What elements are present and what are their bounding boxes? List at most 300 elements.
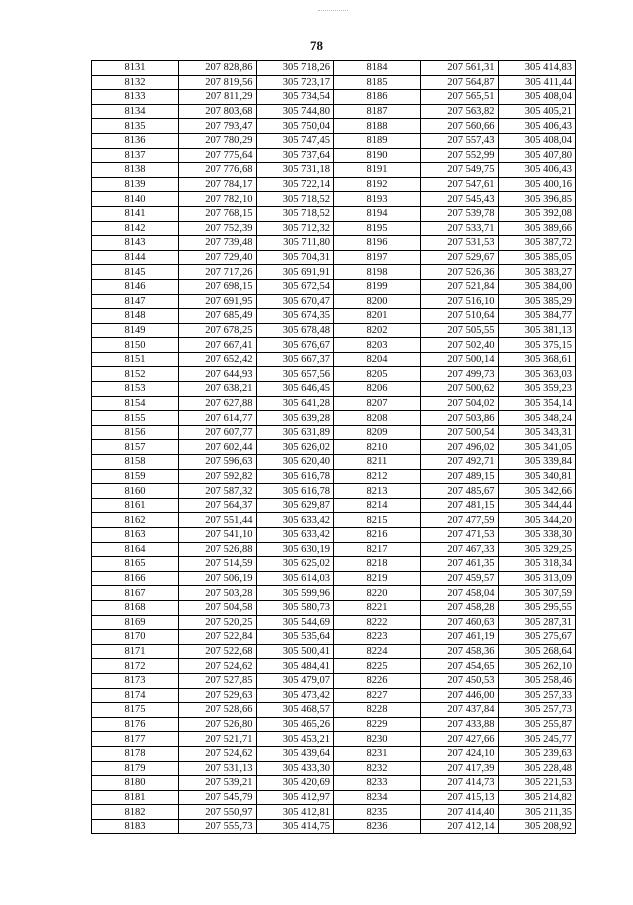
y-coordinate-cell: 305 287,31: [498, 615, 576, 630]
point-number-cell: 8181: [92, 790, 179, 805]
y-coordinate-cell: 305 711,80: [256, 236, 334, 251]
point-number-cell: 8186: [334, 90, 421, 105]
point-number-cell: 8234: [334, 790, 421, 805]
x-coordinate-cell: 207 461,19: [421, 630, 499, 645]
point-number-cell: 8167: [92, 586, 179, 601]
point-number-cell: 8146: [92, 279, 179, 294]
table-row: [92, 746, 576, 761]
y-coordinate-cell: 305 468,57: [256, 703, 334, 718]
x-coordinate-cell: 207 768,15: [179, 206, 257, 221]
y-coordinate-cell: 305 405,21: [498, 104, 576, 119]
x-coordinate-cell: 207 563,82: [421, 104, 499, 119]
point-number-cell: 8140: [92, 192, 179, 207]
point-number-cell: 8135: [92, 119, 179, 134]
x-coordinate-cell: 207 450,53: [421, 673, 499, 688]
table-row: [92, 425, 576, 440]
y-coordinate-cell: 305 678,48: [256, 323, 334, 338]
x-coordinate-cell: 207 454,65: [421, 659, 499, 674]
y-coordinate-cell: 305 465,26: [256, 717, 334, 732]
x-coordinate-cell: 207 506,19: [179, 571, 257, 586]
y-coordinate-cell: 305 625,02: [256, 557, 334, 572]
y-coordinate-cell: 305 208,92: [498, 819, 576, 834]
x-coordinate-cell: 207 522,84: [179, 630, 257, 645]
y-coordinate-cell: 305 414,75: [256, 819, 334, 834]
point-number-cell: 8236: [334, 819, 421, 834]
x-coordinate-cell: 207 522,68: [179, 644, 257, 659]
y-coordinate-cell: 305 412,97: [256, 790, 334, 805]
y-coordinate-cell: 305 262,10: [498, 659, 576, 674]
point-number-cell: 8162: [92, 513, 179, 528]
y-coordinate-cell: 305 633,42: [256, 513, 334, 528]
point-number-cell: 8164: [92, 542, 179, 557]
x-coordinate-cell: 207 678,25: [179, 323, 257, 338]
y-coordinate-cell: 305 375,15: [498, 338, 576, 353]
point-number-cell: 8163: [92, 528, 179, 543]
x-coordinate-cell: 207 520,25: [179, 615, 257, 630]
point-number-cell: 8179: [92, 761, 179, 776]
x-coordinate-cell: 207 527,85: [179, 673, 257, 688]
point-number-cell: 8171: [92, 644, 179, 659]
y-coordinate-cell: 305 670,47: [256, 294, 334, 309]
x-coordinate-cell: 207 691,95: [179, 294, 257, 309]
x-coordinate-cell: 207 461,35: [421, 557, 499, 572]
point-number-cell: 8131: [92, 61, 179, 76]
point-number-cell: 8225: [334, 659, 421, 674]
y-coordinate-cell: 305 734,54: [256, 90, 334, 105]
point-number-cell: 8230: [334, 732, 421, 747]
point-number-cell: 8212: [334, 469, 421, 484]
y-coordinate-cell: 305 307,59: [498, 586, 576, 601]
x-coordinate-cell: 207 533,71: [421, 221, 499, 236]
y-coordinate-cell: 305 392,08: [498, 206, 576, 221]
y-coordinate-cell: 305 257,33: [498, 688, 576, 703]
table-row: [92, 673, 576, 688]
point-number-cell: 8198: [334, 265, 421, 280]
point-number-cell: 8143: [92, 236, 179, 251]
point-number-cell: 8192: [334, 177, 421, 192]
point-number-cell: 8187: [334, 104, 421, 119]
point-number-cell: 8228: [334, 703, 421, 718]
y-coordinate-cell: 305 535,64: [256, 630, 334, 645]
y-coordinate-cell: 305 245,77: [498, 732, 576, 747]
x-coordinate-cell: 207 644,93: [179, 367, 257, 382]
point-number-cell: 8196: [334, 236, 421, 251]
x-coordinate-cell: 207 437,84: [421, 703, 499, 718]
point-number-cell: 8137: [92, 148, 179, 163]
x-coordinate-cell: 207 500,54: [421, 425, 499, 440]
point-number-cell: 8161: [92, 498, 179, 513]
x-coordinate-cell: 207 503,86: [421, 411, 499, 426]
x-coordinate-cell: 207 729,40: [179, 250, 257, 265]
point-number-cell: 8166: [92, 571, 179, 586]
point-number-cell: 8207: [334, 396, 421, 411]
point-number-cell: 8169: [92, 615, 179, 630]
table-row: [92, 586, 576, 601]
y-coordinate-cell: 305 257,73: [498, 703, 576, 718]
y-coordinate-cell: 305 406,43: [498, 163, 576, 178]
table-row: [92, 206, 576, 221]
x-coordinate-cell: 207 446,00: [421, 688, 499, 703]
table-row: [92, 148, 576, 163]
point-number-cell: 8144: [92, 250, 179, 265]
y-coordinate-cell: 305 348,24: [498, 411, 576, 426]
x-coordinate-cell: 207 564,87: [421, 75, 499, 90]
point-number-cell: 8184: [334, 61, 421, 76]
x-coordinate-cell: 207 427,66: [421, 732, 499, 747]
y-coordinate-cell: 305 211,35: [498, 805, 576, 820]
point-number-cell: 8158: [92, 455, 179, 470]
x-coordinate-cell: 207 458,36: [421, 644, 499, 659]
table-row: [92, 279, 576, 294]
point-number-cell: 8174: [92, 688, 179, 703]
table-row: [92, 382, 576, 397]
y-coordinate-cell: 305 616,78: [256, 484, 334, 499]
point-number-cell: 8206: [334, 382, 421, 397]
x-coordinate-cell: 207 784,17: [179, 177, 257, 192]
x-coordinate-cell: 207 424,10: [421, 746, 499, 761]
y-coordinate-cell: 305 704,31: [256, 250, 334, 265]
point-number-cell: 8172: [92, 659, 179, 674]
x-coordinate-cell: 207 539,21: [179, 776, 257, 791]
x-coordinate-cell: 207 460,63: [421, 615, 499, 630]
point-number-cell: 8138: [92, 163, 179, 178]
y-coordinate-cell: 305 420,69: [256, 776, 334, 791]
table-row: [92, 571, 576, 586]
point-number-cell: 8202: [334, 323, 421, 338]
y-coordinate-cell: 305 580,73: [256, 600, 334, 615]
table-row: [92, 163, 576, 178]
point-number-cell: 8151: [92, 352, 179, 367]
x-coordinate-cell: 207 415,13: [421, 790, 499, 805]
point-number-cell: 8170: [92, 630, 179, 645]
y-coordinate-cell: 305 344,20: [498, 513, 576, 528]
x-coordinate-cell: 207 414,40: [421, 805, 499, 820]
point-number-cell: 8231: [334, 746, 421, 761]
y-coordinate-cell: 305 731,18: [256, 163, 334, 178]
table-row: [92, 104, 576, 119]
x-coordinate-cell: 207 638,21: [179, 382, 257, 397]
x-coordinate-cell: 207 503,28: [179, 586, 257, 601]
table-row: [92, 294, 576, 309]
y-coordinate-cell: 305 359,23: [498, 382, 576, 397]
point-number-cell: 8218: [334, 557, 421, 572]
point-number-cell: 8213: [334, 484, 421, 499]
table-row: [92, 119, 576, 134]
point-number-cell: 8233: [334, 776, 421, 791]
y-coordinate-cell: 305 414,83: [498, 61, 576, 76]
x-coordinate-cell: 207 587,32: [179, 484, 257, 499]
y-coordinate-cell: 305 674,35: [256, 309, 334, 324]
x-coordinate-cell: 207 698,15: [179, 279, 257, 294]
table-row: [92, 411, 576, 426]
point-number-cell: 8191: [334, 163, 421, 178]
x-coordinate-cell: 207 489,15: [421, 469, 499, 484]
y-coordinate-cell: 305 484,41: [256, 659, 334, 674]
point-number-cell: 8197: [334, 250, 421, 265]
table-row: [92, 265, 576, 280]
point-number-cell: 8195: [334, 221, 421, 236]
x-coordinate-cell: 207 557,43: [421, 133, 499, 148]
table-row: [92, 250, 576, 265]
x-coordinate-cell: 207 458,04: [421, 586, 499, 601]
x-coordinate-cell: 207 526,88: [179, 542, 257, 557]
point-number-cell: 8154: [92, 396, 179, 411]
point-number-cell: 8153: [92, 382, 179, 397]
table-row: [92, 819, 576, 834]
table-row: [92, 542, 576, 557]
x-coordinate-cell: 207 500,62: [421, 382, 499, 397]
x-coordinate-cell: 207 505,55: [421, 323, 499, 338]
point-number-cell: 8157: [92, 440, 179, 455]
y-coordinate-cell: 305 614,03: [256, 571, 334, 586]
x-coordinate-cell: 207 564,37: [179, 498, 257, 513]
y-coordinate-cell: 305 433,30: [256, 761, 334, 776]
x-coordinate-cell: 207 551,44: [179, 513, 257, 528]
y-coordinate-cell: 305 313,09: [498, 571, 576, 586]
coordinates-table-body: [92, 61, 576, 834]
page-number: 78: [310, 38, 323, 53]
point-number-cell: 8159: [92, 469, 179, 484]
x-coordinate-cell: 207 412,14: [421, 819, 499, 834]
table-row: [92, 659, 576, 674]
y-coordinate-cell: 305 239,63: [498, 746, 576, 761]
point-number-cell: 8165: [92, 557, 179, 572]
table-row: [92, 761, 576, 776]
point-number-cell: 8194: [334, 206, 421, 221]
x-coordinate-cell: 207 458,28: [421, 600, 499, 615]
table-row: [92, 367, 576, 382]
y-coordinate-cell: 305 221,53: [498, 776, 576, 791]
x-coordinate-cell: 207 596,63: [179, 455, 257, 470]
point-number-cell: 8229: [334, 717, 421, 732]
point-number-cell: 8211: [334, 455, 421, 470]
y-coordinate-cell: 305 672,54: [256, 279, 334, 294]
x-coordinate-cell: 207 521,71: [179, 732, 257, 747]
point-number-cell: 8193: [334, 192, 421, 207]
y-coordinate-cell: 305 722,14: [256, 177, 334, 192]
y-coordinate-cell: 305 384,00: [498, 279, 576, 294]
y-coordinate-cell: 305 629,87: [256, 498, 334, 513]
point-number-cell: 8220: [334, 586, 421, 601]
point-number-cell: 8182: [92, 805, 179, 820]
y-coordinate-cell: 305 453,21: [256, 732, 334, 747]
y-coordinate-cell: 305 737,64: [256, 148, 334, 163]
point-number-cell: 8232: [334, 761, 421, 776]
table-row: [92, 615, 576, 630]
x-coordinate-cell: 207 614,77: [179, 411, 257, 426]
table-row: [92, 484, 576, 499]
point-number-cell: 8203: [334, 338, 421, 353]
y-coordinate-cell: 305 691,91: [256, 265, 334, 280]
point-number-cell: 8208: [334, 411, 421, 426]
table-row: [92, 455, 576, 470]
table-row: [92, 75, 576, 90]
point-number-cell: 8149: [92, 323, 179, 338]
x-coordinate-cell: 207 531,53: [421, 236, 499, 251]
coordinates-table: [91, 60, 576, 834]
y-coordinate-cell: 305 214,82: [498, 790, 576, 805]
x-coordinate-cell: 207 803,68: [179, 104, 257, 119]
table-row: [92, 513, 576, 528]
y-coordinate-cell: 305 400,16: [498, 177, 576, 192]
y-coordinate-cell: 305 385,05: [498, 250, 576, 265]
x-coordinate-cell: 207 819,56: [179, 75, 257, 90]
x-coordinate-cell: 207 510,64: [421, 309, 499, 324]
x-coordinate-cell: 207 459,57: [421, 571, 499, 586]
x-coordinate-cell: 207 549,75: [421, 163, 499, 178]
x-coordinate-cell: 207 739,48: [179, 236, 257, 251]
x-coordinate-cell: 207 776,68: [179, 163, 257, 178]
y-coordinate-cell: 305 631,89: [256, 425, 334, 440]
point-number-cell: 8160: [92, 484, 179, 499]
y-coordinate-cell: 305 385,29: [498, 294, 576, 309]
table-row: [92, 630, 576, 645]
point-number-cell: 8139: [92, 177, 179, 192]
point-number-cell: 8189: [334, 133, 421, 148]
point-number-cell: 8227: [334, 688, 421, 703]
point-number-cell: 8132: [92, 75, 179, 90]
y-coordinate-cell: 305 354,14: [498, 396, 576, 411]
y-coordinate-cell: 305 384,77: [498, 309, 576, 324]
point-number-cell: 8190: [334, 148, 421, 163]
point-number-cell: 8224: [334, 644, 421, 659]
x-coordinate-cell: 207 529,67: [421, 250, 499, 265]
y-coordinate-cell: 305 723,17: [256, 75, 334, 90]
point-number-cell: 8201: [334, 309, 421, 324]
x-coordinate-cell: 207 547,61: [421, 177, 499, 192]
y-coordinate-cell: 305 599,96: [256, 586, 334, 601]
y-coordinate-cell: 305 620,40: [256, 455, 334, 470]
scan-mark: [318, 10, 348, 13]
x-coordinate-cell: 207 514,59: [179, 557, 257, 572]
point-number-cell: 8177: [92, 732, 179, 747]
y-coordinate-cell: 305 412,81: [256, 805, 334, 820]
y-coordinate-cell: 305 255,87: [498, 717, 576, 732]
y-coordinate-cell: 305 718,52: [256, 192, 334, 207]
y-coordinate-cell: 305 439,64: [256, 746, 334, 761]
table-row: [92, 644, 576, 659]
table-row: [92, 192, 576, 207]
y-coordinate-cell: 305 544,69: [256, 615, 334, 630]
x-coordinate-cell: 207 504,02: [421, 396, 499, 411]
x-coordinate-cell: 207 652,42: [179, 352, 257, 367]
y-coordinate-cell: 305 630,19: [256, 542, 334, 557]
y-coordinate-cell: 305 407,80: [498, 148, 576, 163]
x-coordinate-cell: 207 528,66: [179, 703, 257, 718]
x-coordinate-cell: 207 531,13: [179, 761, 257, 776]
y-coordinate-cell: 305 381,13: [498, 323, 576, 338]
table-row: [92, 61, 576, 76]
x-coordinate-cell: 207 526,36: [421, 265, 499, 280]
table-row: [92, 717, 576, 732]
y-coordinate-cell: 305 341,05: [498, 440, 576, 455]
y-coordinate-cell: 305 473,42: [256, 688, 334, 703]
y-coordinate-cell: 305 275,67: [498, 630, 576, 645]
x-coordinate-cell: 207 524,62: [179, 659, 257, 674]
y-coordinate-cell: 305 363,03: [498, 367, 576, 382]
y-coordinate-cell: 305 479,07: [256, 673, 334, 688]
table-row: [92, 600, 576, 615]
table-row: [92, 90, 576, 105]
table-row: [92, 557, 576, 572]
x-coordinate-cell: 207 793,47: [179, 119, 257, 134]
x-coordinate-cell: 207 417,39: [421, 761, 499, 776]
point-number-cell: 8209: [334, 425, 421, 440]
x-coordinate-cell: 207 782,10: [179, 192, 257, 207]
table-row: [92, 177, 576, 192]
table-row: [92, 790, 576, 805]
point-number-cell: 8145: [92, 265, 179, 280]
point-number-cell: 8168: [92, 600, 179, 615]
y-coordinate-cell: 305 258,46: [498, 673, 576, 688]
y-coordinate-cell: 305 657,56: [256, 367, 334, 382]
x-coordinate-cell: 207 828,86: [179, 61, 257, 76]
x-coordinate-cell: 207 433,88: [421, 717, 499, 732]
y-coordinate-cell: 305 387,72: [498, 236, 576, 251]
x-coordinate-cell: 207 545,79: [179, 790, 257, 805]
y-coordinate-cell: 305 408,04: [498, 133, 576, 148]
x-coordinate-cell: 207 477,59: [421, 513, 499, 528]
x-coordinate-cell: 207 485,67: [421, 484, 499, 499]
point-number-cell: 8217: [334, 542, 421, 557]
x-coordinate-cell: 207 526,80: [179, 717, 257, 732]
point-number-cell: 8188: [334, 119, 421, 134]
point-number-cell: 8173: [92, 673, 179, 688]
y-coordinate-cell: 305 676,67: [256, 338, 334, 353]
point-number-cell: 8136: [92, 133, 179, 148]
point-number-cell: 8180: [92, 776, 179, 791]
y-coordinate-cell: 305 339,84: [498, 455, 576, 470]
table-row: [92, 732, 576, 747]
point-number-cell: 8210: [334, 440, 421, 455]
point-number-cell: 8221: [334, 600, 421, 615]
table-row: [92, 528, 576, 543]
y-coordinate-cell: 305 641,28: [256, 396, 334, 411]
y-coordinate-cell: 305 406,43: [498, 119, 576, 134]
y-coordinate-cell: 305 389,66: [498, 221, 576, 236]
x-coordinate-cell: 207 529,63: [179, 688, 257, 703]
x-coordinate-cell: 207 545,43: [421, 192, 499, 207]
point-number-cell: 8155: [92, 411, 179, 426]
x-coordinate-cell: 207 502,40: [421, 338, 499, 353]
y-coordinate-cell: 305 396,85: [498, 192, 576, 207]
y-coordinate-cell: 305 747,45: [256, 133, 334, 148]
x-coordinate-cell: 207 496,02: [421, 440, 499, 455]
point-number-cell: 8215: [334, 513, 421, 528]
point-number-cell: 8235: [334, 805, 421, 820]
x-coordinate-cell: 207 481,15: [421, 498, 499, 513]
y-coordinate-cell: 305 329,25: [498, 542, 576, 557]
x-coordinate-cell: 207 521,84: [421, 279, 499, 294]
point-number-cell: 8133: [92, 90, 179, 105]
point-number-cell: 8148: [92, 309, 179, 324]
point-number-cell: 8223: [334, 630, 421, 645]
table-row: [92, 236, 576, 251]
x-coordinate-cell: 207 752,39: [179, 221, 257, 236]
x-coordinate-cell: 207 565,51: [421, 90, 499, 105]
x-coordinate-cell: 207 516,10: [421, 294, 499, 309]
x-coordinate-cell: 207 811,29: [179, 90, 257, 105]
point-number-cell: 8199: [334, 279, 421, 294]
x-coordinate-cell: 207 467,33: [421, 542, 499, 557]
point-number-cell: 8185: [334, 75, 421, 90]
point-number-cell: 8176: [92, 717, 179, 732]
x-coordinate-cell: 207 667,41: [179, 338, 257, 353]
table-row: [92, 805, 576, 820]
y-coordinate-cell: 305 342,66: [498, 484, 576, 499]
x-coordinate-cell: 207 607,77: [179, 425, 257, 440]
point-number-cell: 8200: [334, 294, 421, 309]
